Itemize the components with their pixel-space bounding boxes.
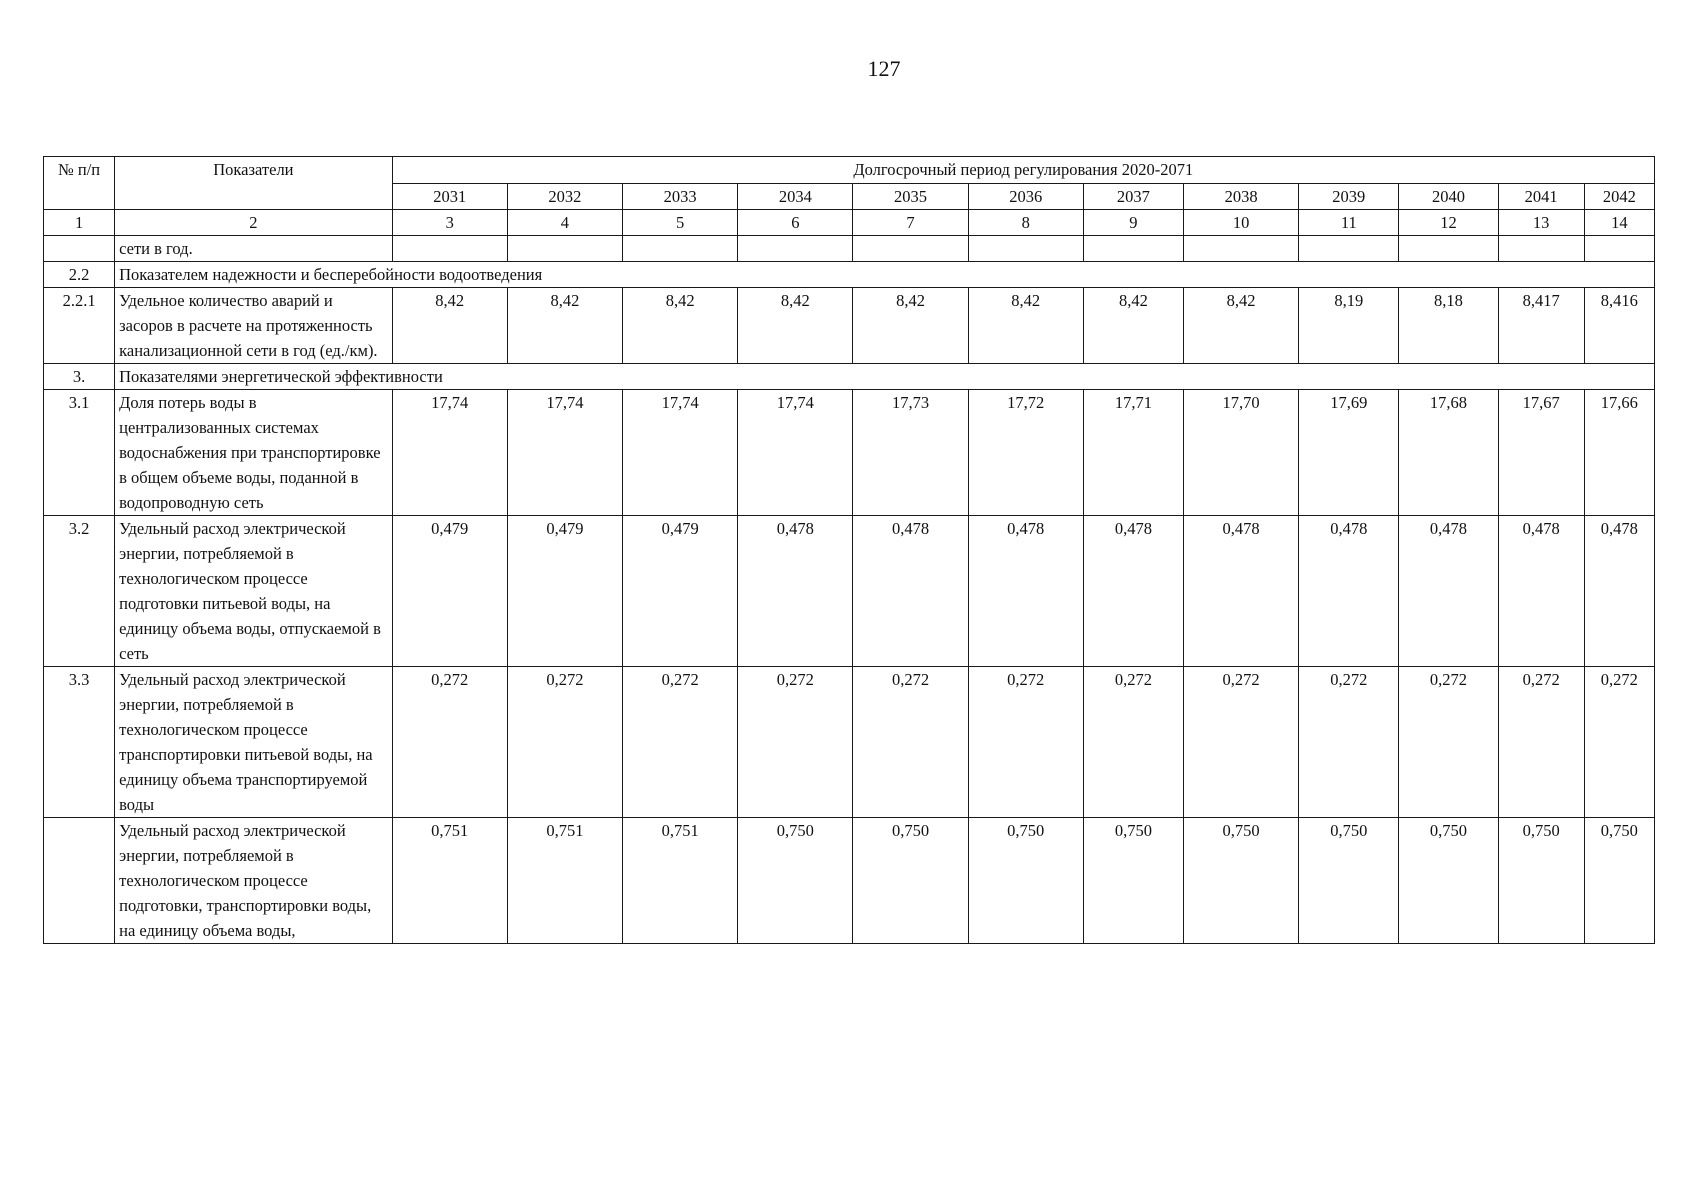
row-number: 2.2.1 bbox=[44, 288, 115, 364]
value-cell: 0,750 bbox=[1299, 818, 1399, 944]
value-cell: 0,479 bbox=[623, 516, 738, 667]
value-cell bbox=[1399, 236, 1498, 262]
value-cell: 0,272 bbox=[968, 667, 1083, 818]
value-cell: 8,42 bbox=[392, 288, 507, 364]
table-row bbox=[44, 390, 1655, 516]
year-header: 2034 bbox=[738, 184, 853, 210]
indicator-label: Доля потерь воды в централизованных системах водоснабжения при транспортировке в общем объеме воды, поданной в водопроводную сеть bbox=[115, 390, 393, 516]
row-number: 3.3 bbox=[44, 667, 115, 818]
value-cell bbox=[392, 236, 507, 262]
value-cell: 0,750 bbox=[968, 818, 1083, 944]
value-cell: 17,71 bbox=[1083, 390, 1183, 516]
value-cell: 0,478 bbox=[968, 516, 1083, 667]
value-cell: 17,66 bbox=[1584, 390, 1654, 516]
value-cell bbox=[507, 236, 622, 262]
value-cell: 17,73 bbox=[853, 390, 968, 516]
column-number: 5 bbox=[623, 210, 738, 236]
column-number: 3 bbox=[392, 210, 507, 236]
value-cell bbox=[738, 236, 853, 262]
year-header: 2036 bbox=[968, 184, 1083, 210]
header-indicators: Показатели bbox=[115, 157, 393, 210]
value-cell: 0,750 bbox=[1184, 818, 1299, 944]
value-cell: 17,67 bbox=[1498, 390, 1584, 516]
value-cell: 0,478 bbox=[1083, 516, 1183, 667]
value-cell: 0,478 bbox=[1184, 516, 1299, 667]
row-number bbox=[44, 236, 115, 262]
section-number: 3. bbox=[44, 364, 115, 390]
value-cell: 0,272 bbox=[392, 667, 507, 818]
value-cell: 8,42 bbox=[623, 288, 738, 364]
value-cell: 0,750 bbox=[1399, 818, 1498, 944]
indicators-table bbox=[43, 156, 1655, 944]
column-number: 9 bbox=[1083, 210, 1183, 236]
value-cell: 8,19 bbox=[1299, 288, 1399, 364]
row-number: 3.1 bbox=[44, 390, 115, 516]
value-cell bbox=[1584, 236, 1654, 262]
indicator-label: Удельное количество аварий и засоров в расчете на протяженность канализационной сети в год (ед./км). bbox=[115, 288, 393, 364]
column-number: 12 bbox=[1399, 210, 1498, 236]
value-cell: 0,272 bbox=[1399, 667, 1498, 818]
page-number: 127 bbox=[867, 56, 901, 81]
value-cell: 0,751 bbox=[623, 818, 738, 944]
year-header: 2032 bbox=[507, 184, 622, 210]
table-row bbox=[44, 236, 1655, 262]
table-row bbox=[44, 516, 1655, 667]
value-cell: 17,68 bbox=[1399, 390, 1498, 516]
value-cell: 0,272 bbox=[738, 667, 853, 818]
value-cell bbox=[623, 236, 738, 262]
value-cell: 0,478 bbox=[853, 516, 968, 667]
value-cell: 8,416 bbox=[1584, 288, 1654, 364]
table-body bbox=[44, 236, 1655, 944]
value-cell: 0,478 bbox=[1299, 516, 1399, 667]
year-header: 2035 bbox=[853, 184, 968, 210]
value-cell: 0,478 bbox=[1498, 516, 1584, 667]
value-cell: 17,74 bbox=[738, 390, 853, 516]
year-header: 2037 bbox=[1083, 184, 1183, 210]
indicator-label: сети в год. bbox=[115, 236, 393, 262]
value-cell: 17,74 bbox=[392, 390, 507, 516]
year-header: 2031 bbox=[392, 184, 507, 210]
indicator-label: Удельный расход электрической энергии, потребляемой в технологическом процессе транспортировки питьевой воды, на единицу объема транспортируемой воды bbox=[115, 667, 393, 818]
value-cell: 0,272 bbox=[853, 667, 968, 818]
value-cell: 17,70 bbox=[1184, 390, 1299, 516]
column-number: 10 bbox=[1184, 210, 1299, 236]
section-row bbox=[44, 262, 1655, 288]
value-cell: 17,74 bbox=[623, 390, 738, 516]
column-numbers-row bbox=[44, 210, 1655, 236]
section-row bbox=[44, 364, 1655, 390]
value-cell: 0,272 bbox=[1498, 667, 1584, 818]
section-number: 2.2 bbox=[44, 262, 115, 288]
table-header bbox=[44, 157, 1655, 236]
value-cell: 0,478 bbox=[1399, 516, 1498, 667]
row-number: 3.2 bbox=[44, 516, 115, 667]
value-cell: 8,417 bbox=[1498, 288, 1584, 364]
value-cell: 8,42 bbox=[1083, 288, 1183, 364]
indicator-label: Удельный расход электрической энергии, потребляемой в технологическом процессе подготовки питьевой воды, на единицу объема воды, отпускаемой в сеть bbox=[115, 516, 393, 667]
year-header: 2041 bbox=[1498, 184, 1584, 210]
year-header: 2033 bbox=[623, 184, 738, 210]
value-cell: 0,479 bbox=[507, 516, 622, 667]
value-cell: 8,42 bbox=[853, 288, 968, 364]
value-cell bbox=[1299, 236, 1399, 262]
value-cell: 0,272 bbox=[1184, 667, 1299, 818]
column-number: 1 bbox=[44, 210, 115, 236]
value-cell: 0,272 bbox=[1584, 667, 1654, 818]
value-cell: 0,750 bbox=[853, 818, 968, 944]
column-number: 6 bbox=[738, 210, 853, 236]
value-cell: 8,42 bbox=[507, 288, 622, 364]
value-cell: 17,74 bbox=[507, 390, 622, 516]
value-cell: 0,750 bbox=[1083, 818, 1183, 944]
value-cell bbox=[853, 236, 968, 262]
value-cell bbox=[1498, 236, 1584, 262]
value-cell: 0,478 bbox=[1584, 516, 1654, 667]
value-cell: 8,42 bbox=[1184, 288, 1299, 364]
year-header: 2039 bbox=[1299, 184, 1399, 210]
value-cell: 17,69 bbox=[1299, 390, 1399, 516]
header-num: № п/п bbox=[44, 157, 115, 210]
column-number: 14 bbox=[1584, 210, 1654, 236]
section-title: Показателями энергетической эффективности bbox=[115, 364, 1655, 390]
value-cell: 8,42 bbox=[738, 288, 853, 364]
column-number: 8 bbox=[968, 210, 1083, 236]
value-cell: 0,479 bbox=[392, 516, 507, 667]
value-cell bbox=[968, 236, 1083, 262]
value-cell: 8,42 bbox=[968, 288, 1083, 364]
value-cell: 0,751 bbox=[507, 818, 622, 944]
row-number bbox=[44, 818, 115, 944]
table-row bbox=[44, 288, 1655, 364]
value-cell: 0,272 bbox=[1083, 667, 1183, 818]
value-cell bbox=[1083, 236, 1183, 262]
value-cell bbox=[1184, 236, 1299, 262]
section-title: Показателем надежности и бесперебойности водоотведения bbox=[115, 262, 1655, 288]
year-header: 2042 bbox=[1584, 184, 1654, 210]
value-cell: 8,18 bbox=[1399, 288, 1498, 364]
value-cell: 0,750 bbox=[1498, 818, 1584, 944]
value-cell: 0,751 bbox=[392, 818, 507, 944]
column-number: 11 bbox=[1299, 210, 1399, 236]
table-row bbox=[44, 818, 1655, 944]
column-number: 2 bbox=[115, 210, 393, 236]
header-period: Долгосрочный период регулирования 2020-2071 bbox=[392, 157, 1654, 184]
value-cell: 0,272 bbox=[1299, 667, 1399, 818]
value-cell: 0,478 bbox=[738, 516, 853, 667]
column-number: 13 bbox=[1498, 210, 1584, 236]
column-number: 7 bbox=[853, 210, 968, 236]
value-cell: 0,272 bbox=[623, 667, 738, 818]
year-header: 2040 bbox=[1399, 184, 1498, 210]
value-cell: 17,72 bbox=[968, 390, 1083, 516]
year-header: 2038 bbox=[1184, 184, 1299, 210]
column-number: 4 bbox=[507, 210, 622, 236]
value-cell: 0,750 bbox=[738, 818, 853, 944]
value-cell: 0,750 bbox=[1584, 818, 1654, 944]
value-cell: 0,272 bbox=[507, 667, 622, 818]
table-row bbox=[44, 667, 1655, 818]
indicator-label: Удельный расход электрической энергии, потребляемой в технологическом процессе подготовки, транспортировки воды, на единицу объема воды, bbox=[115, 818, 393, 944]
